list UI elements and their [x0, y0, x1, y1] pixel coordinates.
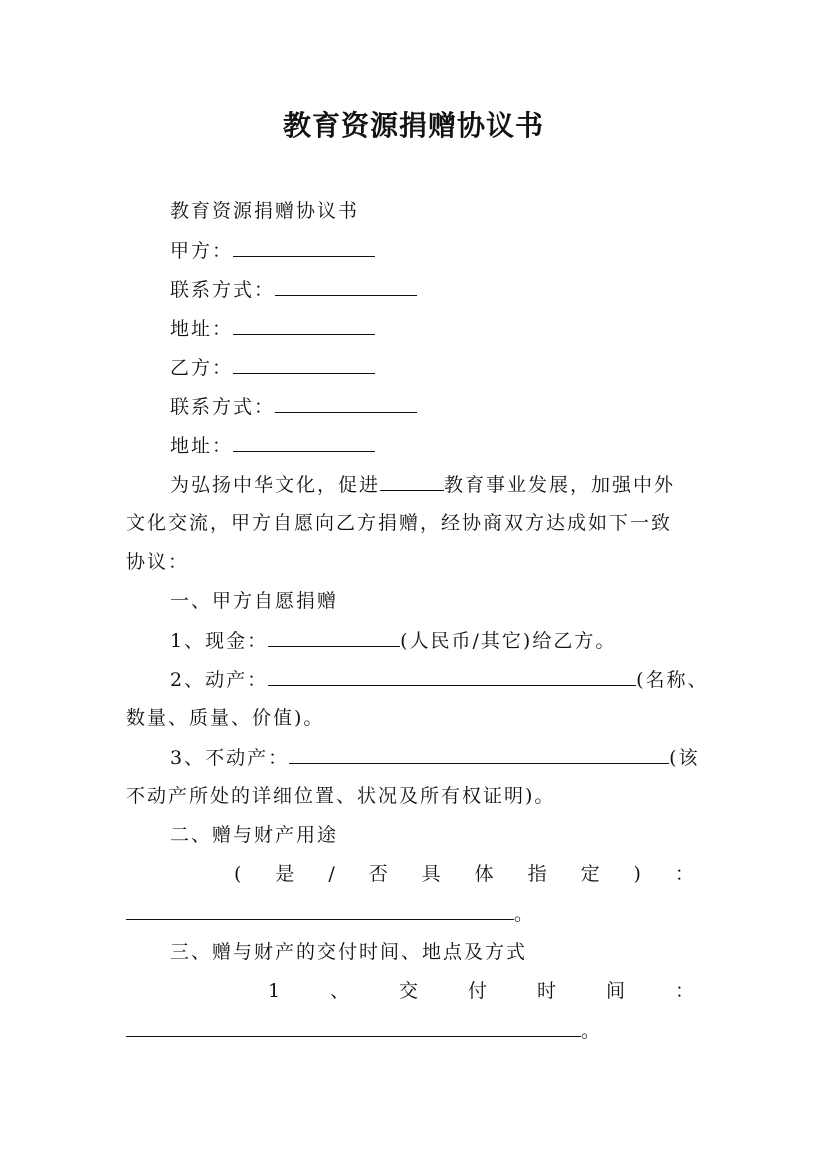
- preamble-text-1b: 教育事业发展，加强中外: [444, 474, 676, 496]
- preamble-line-3: 协议：: [126, 551, 190, 573]
- preamble-blank: [380, 472, 444, 491]
- delivery-blank: [126, 1018, 581, 1037]
- party-a-contact-line: [170, 277, 417, 302]
- usage-period: 。: [514, 903, 536, 925]
- party-a-address-label: 地址：: [170, 318, 234, 340]
- item-movable-suffix: (名称、: [636, 669, 709, 691]
- item-movable-blank: [268, 667, 636, 686]
- party-a-contact-blank: [275, 277, 417, 296]
- usage-char: 否: [368, 863, 388, 885]
- item-cash-line: [170, 628, 616, 653]
- item-cash-label: 1、现金：: [170, 630, 269, 652]
- party-b-contact-blank: [275, 394, 417, 413]
- item-realestate-label: 3、不动产：: [170, 747, 290, 769]
- preamble-line-2: 文化交流，甲方自愿向乙方捐赠，经协商双方达成如下一致: [126, 512, 673, 534]
- usage-specified-line: [234, 862, 694, 886]
- document-title: 教育资源捐赠协议书: [282, 109, 544, 142]
- item-cash-blank: [268, 628, 400, 647]
- party-b-address-line: [170, 433, 375, 458]
- delivery-period: 。: [581, 1020, 603, 1042]
- party-a-line: [170, 238, 375, 263]
- party-a-address-blank: [233, 316, 375, 335]
- party-a-blank: [233, 238, 375, 257]
- delivery-char: 1: [268, 980, 281, 1002]
- item-realestate-blank: [289, 745, 669, 764]
- party-b-address-blank: [233, 433, 375, 452]
- section-3-heading: 三、赠与财产的交付时间、地点及方式: [170, 941, 528, 963]
- party-a-contact-label: 联系方式：: [170, 279, 276, 301]
- party-b-address-label: 地址：: [170, 435, 234, 457]
- section-2-heading: 二、赠与财产用途: [170, 824, 339, 846]
- delivery-char: 交: [399, 980, 419, 1002]
- item-movable-label: 2、动产：: [170, 669, 269, 691]
- usage-blank-line: [126, 901, 535, 926]
- party-a-address-line: [170, 316, 375, 341]
- usage-char: 定: [580, 863, 600, 885]
- item-realestate-suffix: (该: [669, 747, 700, 769]
- delivery-char: 间: [606, 980, 626, 1002]
- item-realestate-continuation: 不动产所处的详细位置、状况及所有权证明)。: [126, 785, 556, 807]
- delivery-char: 、: [330, 980, 350, 1002]
- usage-char: 指: [527, 863, 547, 885]
- section-1-heading: 一、甲方自愿捐赠: [170, 590, 339, 612]
- party-b-blank: [233, 355, 375, 374]
- delivery-time-line: [268, 979, 694, 1003]
- item-movable-continuation: 数量、质量、价值)。: [126, 707, 325, 729]
- delivery-blank-line: [126, 1018, 602, 1043]
- party-a-label: 甲方：: [170, 240, 234, 262]
- usage-char: 具: [421, 863, 441, 885]
- party-b-label: 乙方：: [170, 357, 234, 379]
- item-movable-line: [170, 667, 709, 692]
- party-b-line: [170, 355, 375, 380]
- delivery-char: 付: [468, 980, 488, 1002]
- item-realestate-line: [170, 745, 700, 770]
- usage-char: 是: [275, 863, 295, 885]
- preamble-text-1a: 为弘扬中华文化，促进: [170, 474, 381, 496]
- usage-blank: [126, 901, 514, 920]
- usage-char: ：: [674, 863, 694, 885]
- usage-char: (: [234, 863, 242, 885]
- usage-char: /: [328, 863, 335, 885]
- usage-char: ): [633, 863, 641, 885]
- party-b-contact-line: [170, 394, 417, 419]
- usage-char: 体: [474, 863, 494, 885]
- preamble-line-1: [170, 472, 675, 497]
- delivery-char: ：: [674, 980, 694, 1002]
- item-cash-suffix: (人民币/其它)给乙方。: [400, 630, 617, 652]
- document-subtitle: 教育资源捐赠协议书: [170, 200, 360, 222]
- party-b-contact-label: 联系方式：: [170, 396, 276, 418]
- delivery-char: 时: [537, 980, 557, 1002]
